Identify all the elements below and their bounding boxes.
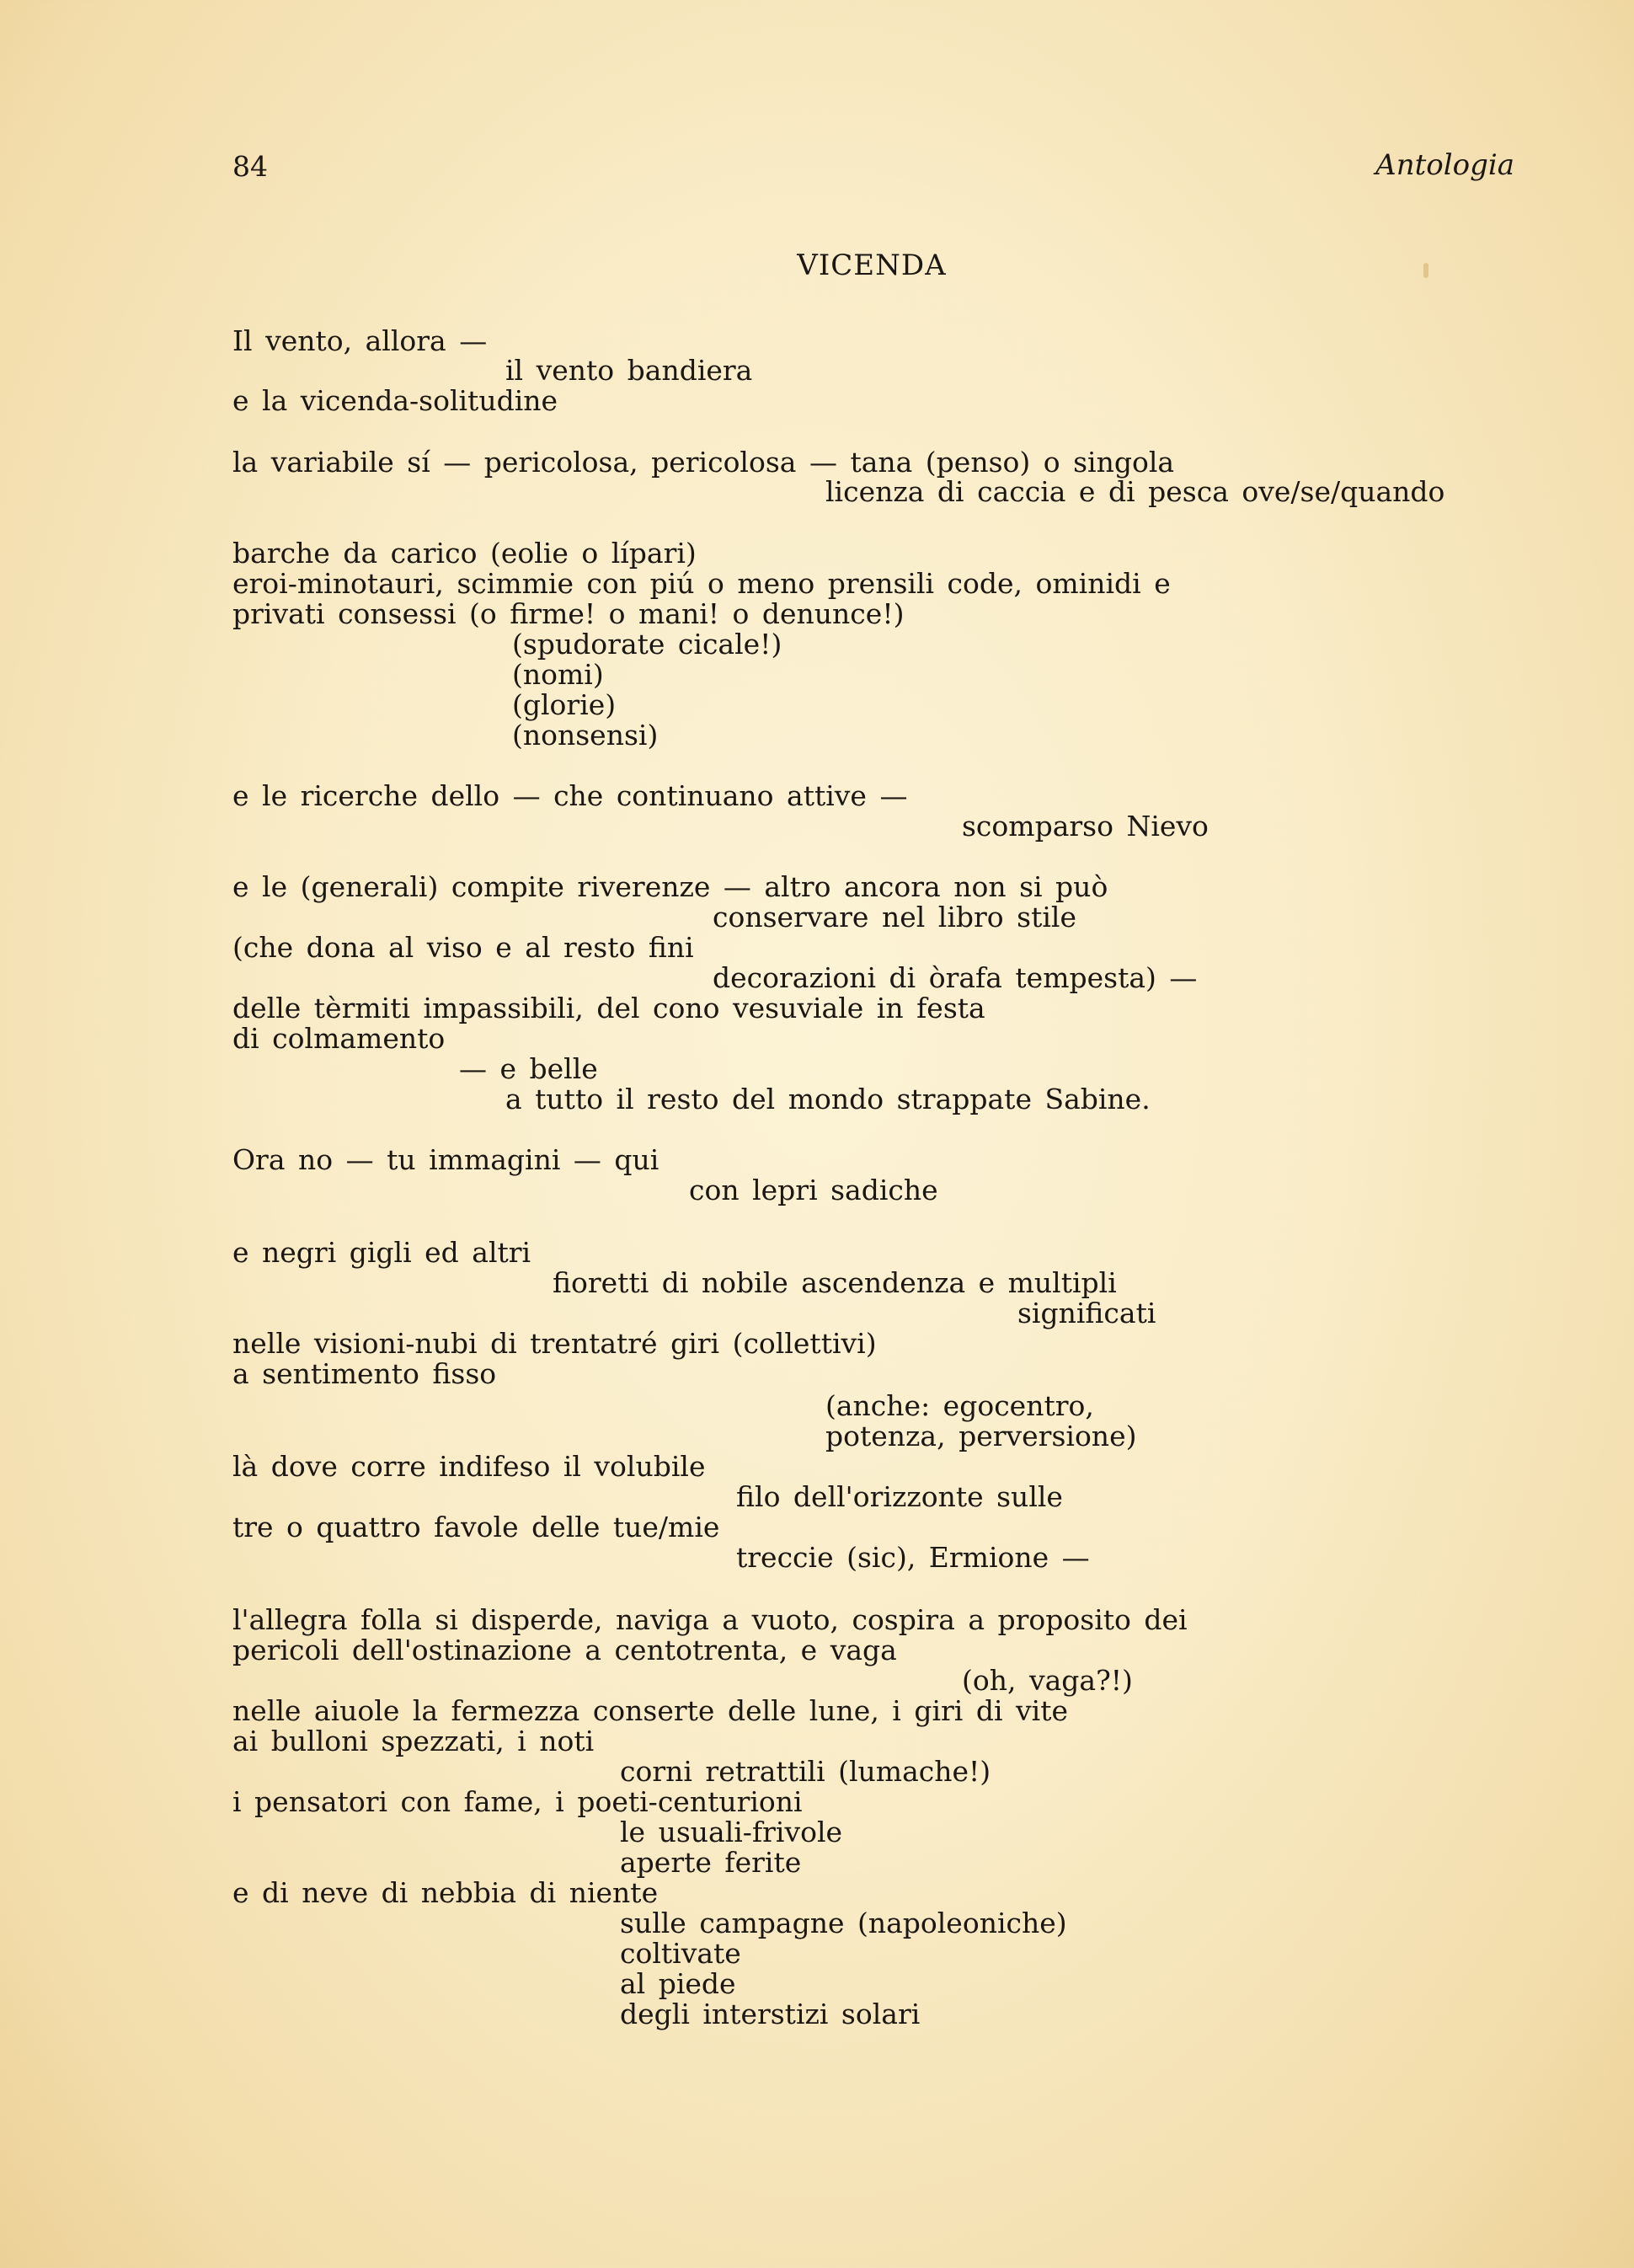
poem-line: sulle campagne (napoleoniche)	[620, 1907, 1067, 1939]
poem-line: nelle visioni-nubi di trentatré giri (collettivi)	[232, 1327, 877, 1360]
poem-line: scomparso Nievo	[962, 810, 1209, 842]
poem-line: privati consessi (o firme! o mani! o denunce!)	[232, 597, 905, 630]
poem-line: fioretti di nobile ascendenza e multipli	[553, 1266, 1117, 1299]
poem-line: Ora no — tu immagini — qui	[232, 1143, 659, 1176]
paper-speck	[1423, 263, 1428, 278]
poem-line: (spudorate cicale!)	[512, 628, 782, 661]
poem-line: coltivate	[620, 1937, 741, 1970]
poem-line: i pensatori con fame, i poeti-centurioni	[232, 1785, 803, 1818]
poem-line: ai bulloni spezzati, i noti	[232, 1725, 595, 1757]
poem-line: degli interstizi solari	[620, 1998, 921, 2030]
poem-line: — e belle	[459, 1052, 598, 1085]
poem-line: e di neve di nebbia di niente	[232, 1876, 659, 1909]
poem-line: di colmamento	[232, 1022, 446, 1055]
poem-line: aperte ferite	[620, 1846, 802, 1879]
poem-line: treccie (sic), Ermione —	[736, 1541, 1090, 1574]
poem-line: licenza di caccia e di pesca ove/se/quando	[825, 475, 1445, 508]
poem-line: decorazioni di òrafa tempesta) —	[713, 961, 1198, 994]
poem-line: tre o quattro favole delle tue/mie	[232, 1511, 720, 1543]
poem-line: l'allegra folla si disperde, naviga a vuoto, cospira a proposito dei	[232, 1603, 1188, 1636]
poem-line: (nonsensi)	[512, 719, 659, 752]
poem-line: (oh, vaga?!)	[962, 1664, 1133, 1697]
poem-line: filo dell'orizzonte sulle	[736, 1480, 1063, 1513]
poem-line: (glorie)	[512, 688, 617, 721]
poem-line: al piede	[620, 1967, 736, 2000]
poem-line: significati	[1017, 1297, 1156, 1329]
poem-line: con lepri sadiche	[689, 1174, 938, 1206]
poem-line: il vento bandiera	[505, 354, 753, 387]
poem-line: eroi-minotauri, scimmie con piú o meno prensili code, ominidi e	[232, 567, 1171, 600]
poem-title: VICENDA	[797, 249, 947, 282]
poem-line: potenza, perversione)	[825, 1420, 1137, 1452]
poem-line: la variabile sí — pericolosa, pericolosa — tana (penso) o singola	[232, 446, 1175, 479]
poem-line: conservare nel libro stile	[713, 901, 1076, 933]
poem-line: (anche: egocentro,	[825, 1389, 1094, 1422]
poem-line: delle tèrmiti impassibili, del cono vesuviale in festa	[232, 992, 985, 1024]
poem-line: Il vento, allora —	[232, 324, 488, 357]
poem-line: e negri gigli ed altri	[232, 1236, 531, 1269]
poem-line: barche da carico (eolie o lípari)	[232, 537, 697, 570]
poem-line: nelle aiuole la fermezza conserte delle lune, i giri di vite	[232, 1694, 1068, 1727]
poem-line: a tutto il resto del mondo strappate Sabine.	[505, 1083, 1151, 1115]
poem-line: a sentimento fisso	[232, 1357, 497, 1390]
poem-line: e le (generali) compite riverenze — altro ancora non si può	[232, 870, 1108, 903]
poem-line: (che dona al viso e al resto fini	[232, 931, 694, 964]
poem-line: corni retrattili (lumache!)	[620, 1755, 991, 1788]
poem-line: là dove corre indifeso il volubile	[232, 1450, 706, 1483]
poem-line: (nomi)	[512, 658, 604, 691]
page-number: 84	[232, 150, 268, 183]
running-head: Antologia	[1375, 148, 1514, 182]
poem-line: le usuali-frivole	[620, 1816, 843, 1848]
poem-line: e le ricerche dello — che continuano attive —	[232, 779, 908, 812]
poem-line: pericoli dell'ostinazione a centotrenta, e vaga	[232, 1634, 897, 1666]
poem-line: e la vicenda-solitudine	[232, 384, 558, 417]
